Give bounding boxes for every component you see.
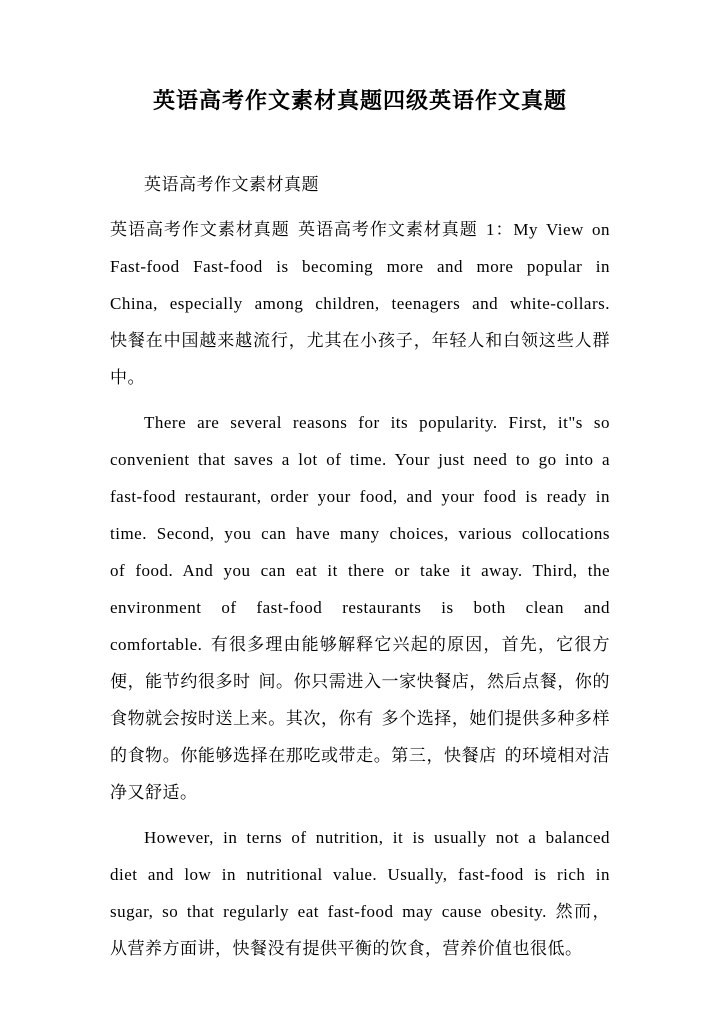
paragraph-intro: 英语高考作文素材真题 英语高考作文素材真题 1：My View on Fast-food Fast-food is becoming more and more popular in China, especially among children, teenagers and white-collars. 快餐在中国越来越流行，尤其在小孩子，年轻人和白领这些人群中。 bbox=[110, 220, 610, 387]
paragraph-conclusion: However, in terns of nutrition, it is usually not a balanced diet and low in nutritional value. Usually, fast-food is rich in sugar, so that regularly eat fast-food may cause obesity. 然而，从营养方面讲，快餐没有提供平衡的饮食，营养价值也很低。 bbox=[110, 828, 610, 958]
paragraph-heading: 英语高考作文素材真题 bbox=[144, 175, 319, 194]
paragraph-body: There are several reasons for its popularity. First, it"s so convenient that saves a lot of time. Your just need to go into a fast-food restaurant, order your food, and your food is ready in time. Second, you can have many choices, various collocations of food. And you can eat it there or take it away. Third, the environment of fast-food restaurants is both clean and comfortable. 有很多理由能够解释它兴起的原因，首先，它很方便，能节约很多时 间。你只需进入一家快餐店，然后点餐，你的食物就会按时送上来。其次，你有 多个选择，她们提供多种多样的食物。你能够选择在那吃或带走。第三，快餐店 的环境相对洁净又舒适。 bbox=[110, 413, 610, 802]
document-title: 英语高考作文素材真题四级英语作文真题 bbox=[152, 88, 567, 113]
